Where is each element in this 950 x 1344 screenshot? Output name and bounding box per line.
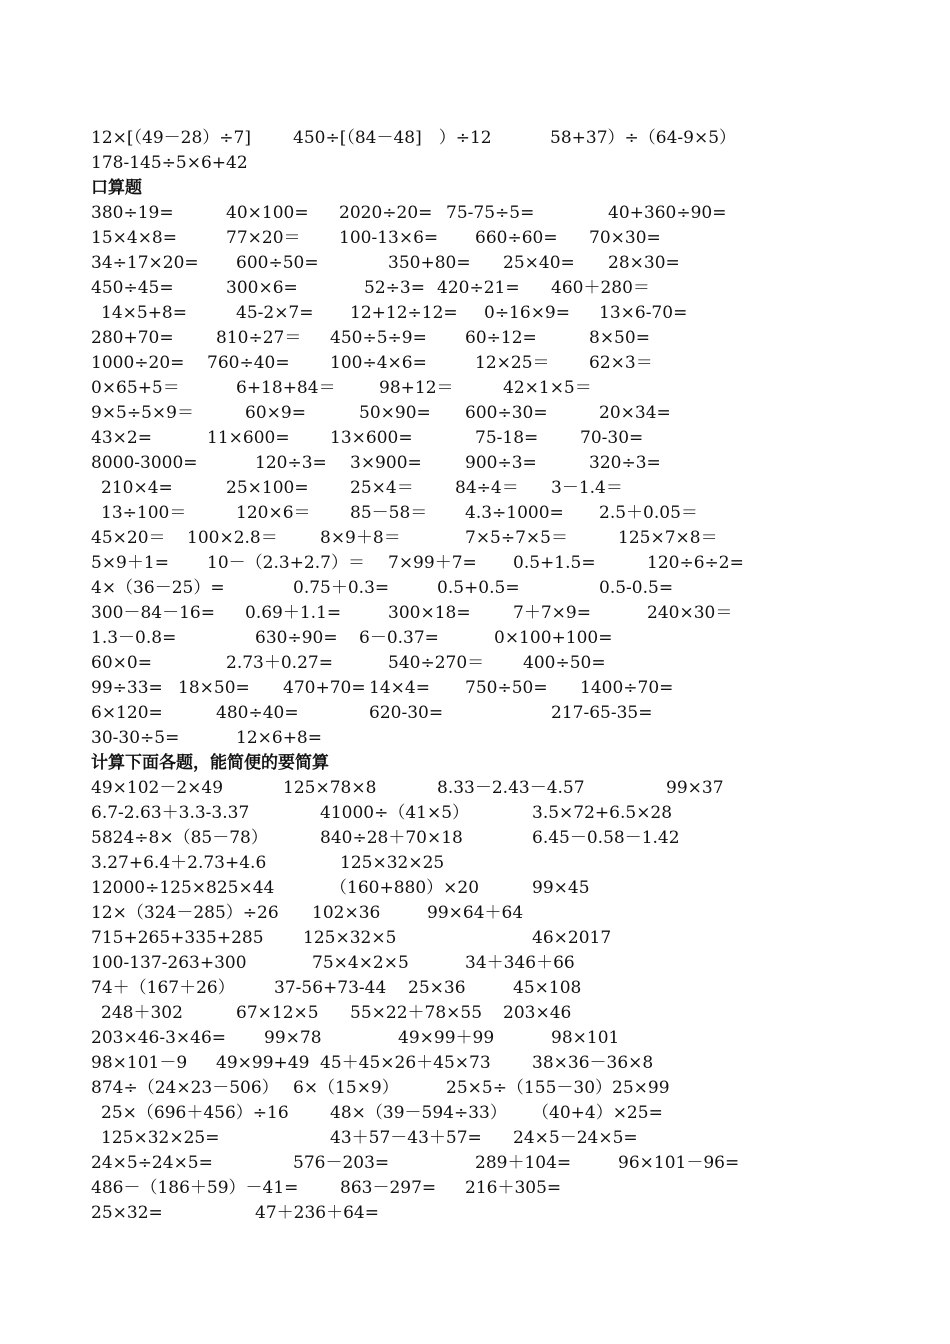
problem: 12+12÷12= bbox=[350, 303, 458, 323]
problem: 120÷3= bbox=[255, 453, 327, 473]
problem: 3－1.4＝ bbox=[551, 478, 623, 498]
problem: 203×46 bbox=[503, 1003, 572, 1023]
calc-row bbox=[0, 1201, 950, 1226]
problem: 300×18= bbox=[388, 603, 471, 623]
oral-row bbox=[0, 226, 950, 251]
problem: 12×6+8= bbox=[236, 728, 322, 748]
problem: 98+12＝ bbox=[379, 378, 454, 398]
problem: 60÷12= bbox=[465, 328, 537, 348]
problem: 100×2.8＝ bbox=[187, 528, 278, 548]
problem: 62×3＝ bbox=[589, 353, 653, 373]
problem: 10－（2.3+2.7）＝ bbox=[207, 553, 365, 573]
problem: 600÷30= bbox=[465, 403, 548, 423]
problem: 1.3－0.8= bbox=[91, 628, 177, 648]
problem: 9×5÷5×9＝ bbox=[91, 403, 194, 423]
calc-row bbox=[0, 1051, 950, 1076]
problem: 450÷5÷9= bbox=[330, 328, 427, 348]
problem: 7×5÷7×5＝ bbox=[465, 528, 568, 548]
problem: 49×102－2×49 bbox=[91, 778, 224, 798]
problem: 2020÷20= bbox=[339, 203, 433, 223]
problem: 45×108 bbox=[513, 978, 582, 998]
calc-row bbox=[0, 1151, 950, 1176]
problem: 14×5+8= bbox=[101, 303, 187, 323]
problem: 0×65+5＝ bbox=[91, 378, 180, 398]
oral-row bbox=[0, 651, 950, 676]
problem: 7×99＋7= bbox=[388, 553, 477, 573]
oral-row bbox=[0, 576, 950, 601]
problem: 125×78×8 bbox=[283, 778, 377, 798]
problem: 75-75÷5= bbox=[446, 203, 535, 223]
problem: 99×78 bbox=[264, 1028, 322, 1048]
problem: 6×120= bbox=[91, 703, 163, 723]
problem: 486－（186＋59）－41= bbox=[91, 1178, 299, 1198]
problem: 75×4×2×5 bbox=[312, 953, 409, 973]
problem: 760÷40= bbox=[207, 353, 290, 373]
problem: 41000÷（41×5） bbox=[320, 803, 470, 823]
problem: 1400÷70= bbox=[580, 678, 674, 698]
problem: 248＋302 bbox=[101, 1003, 183, 1023]
problem: 863－297= bbox=[340, 1178, 437, 1198]
calc-row bbox=[0, 776, 950, 801]
calc-row bbox=[0, 901, 950, 926]
problem: 210×4= bbox=[101, 478, 173, 498]
problem: 99×64＋64 bbox=[427, 903, 524, 923]
oral-row bbox=[0, 451, 950, 476]
problem: 0.5+0.5= bbox=[437, 578, 520, 598]
problem: 100÷4×6= bbox=[330, 353, 427, 373]
problem: 25×4＝ bbox=[350, 478, 414, 498]
problem: 25×100= bbox=[226, 478, 309, 498]
problem: 840÷28＋70×18 bbox=[320, 828, 463, 848]
oral-row bbox=[0, 251, 950, 276]
problem: 100-137-263+300 bbox=[91, 953, 247, 973]
problem: 8×9＋8＝ bbox=[320, 528, 401, 548]
oral-row bbox=[0, 276, 950, 301]
calc-row bbox=[0, 876, 950, 901]
problem: 12×25＝ bbox=[475, 353, 550, 373]
problem: （40+4）×25= bbox=[532, 1103, 663, 1123]
problem: 6.45－0.58－1.42 bbox=[532, 828, 680, 848]
problem: 45＋45×26＋45×73 bbox=[320, 1053, 491, 1073]
problem: 810÷27＝ bbox=[216, 328, 302, 348]
problem: 120÷6÷2= bbox=[647, 553, 744, 573]
problem: 320÷3= bbox=[589, 453, 661, 473]
problem: 45-2×7= bbox=[236, 303, 314, 323]
problem: 8000-3000= bbox=[91, 453, 198, 473]
problem: 900÷3= bbox=[465, 453, 537, 473]
problem: 0.5+1.5= bbox=[513, 553, 596, 573]
oral-row bbox=[0, 351, 950, 376]
problem: 715+265+335+285 bbox=[91, 928, 264, 948]
problem: 2.5＋0.05＝ bbox=[599, 503, 698, 523]
problem: 38×36－36×8 bbox=[532, 1053, 654, 1073]
problem: 13×6-70= bbox=[599, 303, 688, 323]
section-title-simplify: 计算下面各题，能简便的要简算 bbox=[91, 753, 329, 773]
problem: 630÷90= bbox=[255, 628, 338, 648]
problem: 350+80= bbox=[388, 253, 471, 273]
problem: 6－0.37= bbox=[359, 628, 439, 648]
problem: 48×（39－594÷33） bbox=[330, 1103, 507, 1123]
problem: 40×100= bbox=[226, 203, 309, 223]
problem: 660÷60= bbox=[475, 228, 558, 248]
problem: 77×20＝ bbox=[226, 228, 301, 248]
problem: 125×32×25= bbox=[101, 1128, 220, 1148]
problem: 240×30＝ bbox=[647, 603, 733, 623]
problem: 2.73＋0.27= bbox=[226, 653, 333, 673]
oral-row bbox=[0, 701, 950, 726]
problem: 14×4= bbox=[369, 678, 430, 698]
problem: 4×（36－25）= bbox=[91, 578, 225, 598]
problem: 12000÷125×825×44 bbox=[91, 878, 275, 898]
calc-row bbox=[0, 826, 950, 851]
problem: 15×4×8= bbox=[91, 228, 177, 248]
oral-row bbox=[0, 476, 950, 501]
calc-row bbox=[0, 1001, 950, 1026]
problem: 576－203= bbox=[293, 1153, 390, 1173]
problem: 0.75＋0.3= bbox=[293, 578, 390, 598]
oral-row bbox=[0, 551, 950, 576]
oral-row bbox=[0, 326, 950, 351]
problem: 750÷50= bbox=[465, 678, 548, 698]
problem: 100-13×6= bbox=[339, 228, 439, 248]
problem: 52÷3= bbox=[364, 278, 425, 298]
problem: 49×99+49 bbox=[216, 1053, 310, 1073]
oral-row bbox=[0, 501, 950, 526]
problem: 8.33－2.43－4.57 bbox=[437, 778, 585, 798]
problem: 28×30= bbox=[608, 253, 680, 273]
oral-row bbox=[0, 201, 950, 226]
problem: 34÷17×20= bbox=[91, 253, 199, 273]
problem: 98×101 bbox=[551, 1028, 620, 1048]
calc-row bbox=[0, 1176, 950, 1201]
problem: 4.3÷1000= bbox=[465, 503, 564, 523]
problem: 46×2017 bbox=[532, 928, 612, 948]
problem: 1000÷20= bbox=[91, 353, 185, 373]
problem: 99×37 bbox=[666, 778, 724, 798]
calc-row bbox=[0, 1026, 950, 1051]
problem: 67×12×5 bbox=[236, 1003, 319, 1023]
problem: 99×45 bbox=[532, 878, 590, 898]
calc-row bbox=[0, 976, 950, 1001]
problem: 45×20＝ bbox=[91, 528, 166, 548]
problem: 6×（15×9） bbox=[293, 1078, 399, 1098]
problem: 8×50= bbox=[589, 328, 650, 348]
problem: 40+360÷90= bbox=[608, 203, 727, 223]
problem: 203×46-3×46= bbox=[91, 1028, 227, 1048]
problem: 380÷19= bbox=[91, 203, 174, 223]
calc-row bbox=[0, 801, 950, 826]
problem: 96×101－96= bbox=[618, 1153, 740, 1173]
calc-row bbox=[0, 1076, 950, 1101]
problem: 43×2= bbox=[91, 428, 152, 448]
problem: 37-56+73-44 bbox=[274, 978, 387, 998]
problem: 25×36 bbox=[408, 978, 466, 998]
problem: 25×32= bbox=[91, 1203, 163, 1223]
problem: 300－84－16= bbox=[91, 603, 215, 623]
problem: 60×9= bbox=[245, 403, 306, 423]
problem: （160+880）×20 bbox=[330, 878, 480, 898]
problem: 280+70= bbox=[91, 328, 174, 348]
problem: 470+70= bbox=[283, 678, 366, 698]
problem: 600÷50= bbox=[236, 253, 319, 273]
problem: 460＋280＝ bbox=[551, 278, 650, 298]
problem: 74＋（167＋26） bbox=[91, 978, 235, 998]
problem: 125×32×25 bbox=[340, 853, 445, 873]
problem: 60×0= bbox=[91, 653, 152, 673]
problem: 5×9＋1= bbox=[91, 553, 169, 573]
problem: 289＋104= bbox=[475, 1153, 572, 1173]
expression: 450÷[（84－48] ）÷12 bbox=[293, 128, 492, 148]
oral-row bbox=[0, 601, 950, 626]
problem: 6.7-2.63＋3.3-3.37 bbox=[91, 803, 250, 823]
problem: 3.5×72+6.5×28 bbox=[532, 803, 673, 823]
oral-row bbox=[0, 401, 950, 426]
intro-line-1 bbox=[0, 126, 950, 151]
problem: 18×50= bbox=[178, 678, 250, 698]
problem: 6+18+84＝ bbox=[236, 378, 336, 398]
problem: 5824÷8×（85－78） bbox=[91, 828, 268, 848]
intro-line-2 bbox=[0, 151, 950, 176]
problem: 43＋57－43＋57= bbox=[330, 1128, 482, 1148]
expression: 12×[（49－28）÷7] bbox=[91, 128, 251, 148]
oral-row bbox=[0, 426, 950, 451]
problem: 75-18= bbox=[475, 428, 539, 448]
problem: 13×600= bbox=[330, 428, 413, 448]
problem: 450÷45= bbox=[91, 278, 174, 298]
calc-row bbox=[0, 1126, 950, 1151]
problem: 0÷16×9= bbox=[484, 303, 570, 323]
problem: 300×6= bbox=[226, 278, 298, 298]
section-title-oral: 口算题 bbox=[91, 178, 142, 198]
problem: 3.27+6.4＋2.73+4.6 bbox=[91, 853, 267, 873]
problem: 102×36 bbox=[312, 903, 381, 923]
problem: 98×101－9 bbox=[91, 1053, 188, 1073]
problem: 7＋7×9= bbox=[513, 603, 591, 623]
problem: 70×30= bbox=[589, 228, 661, 248]
problem: 0.69＋1.1= bbox=[245, 603, 342, 623]
problem: 0×100+100= bbox=[494, 628, 613, 648]
problem: 120×6＝ bbox=[236, 503, 311, 523]
problem: 30-30÷5= bbox=[91, 728, 180, 748]
problem: 620-30= bbox=[369, 703, 444, 723]
problem: 874÷（24×23－506） bbox=[91, 1078, 279, 1098]
problem: 85－58＝ bbox=[350, 503, 428, 523]
problem: 50×90= bbox=[359, 403, 431, 423]
oral-row bbox=[0, 726, 950, 751]
problem: 49×99＋99 bbox=[398, 1028, 495, 1048]
calc-row bbox=[0, 951, 950, 976]
problem: 420÷21= bbox=[437, 278, 520, 298]
problem: 217-65-35= bbox=[551, 703, 653, 723]
problem: 11×600= bbox=[207, 428, 290, 448]
problem: 0.5-0.5= bbox=[599, 578, 674, 598]
problem: 125×32×5 bbox=[303, 928, 397, 948]
problem: 12×（324－285）÷26 bbox=[91, 903, 279, 923]
problem: 99÷33= bbox=[91, 678, 163, 698]
problem: 13÷100＝ bbox=[101, 503, 187, 523]
problem: 25×40= bbox=[503, 253, 575, 273]
oral-row bbox=[0, 676, 950, 701]
expression: 178-145÷5×6+42 bbox=[91, 153, 248, 173]
problem: 480÷40= bbox=[216, 703, 299, 723]
calc-row bbox=[0, 926, 950, 951]
problem: 20×34= bbox=[599, 403, 671, 423]
calc-row bbox=[0, 851, 950, 876]
problem: 70-30= bbox=[580, 428, 644, 448]
problem: 34＋346＋66 bbox=[465, 953, 575, 973]
oral-row bbox=[0, 301, 950, 326]
expression: 58+37）÷（64-9×5） bbox=[550, 128, 737, 148]
oral-row bbox=[0, 526, 950, 551]
problem: 24×5÷24×5= bbox=[91, 1153, 213, 1173]
oral-row bbox=[0, 626, 950, 651]
problem: 125×7×8＝ bbox=[618, 528, 718, 548]
oral-row bbox=[0, 376, 950, 401]
problem: 24×5－24×5= bbox=[513, 1128, 638, 1148]
problem: 400÷50= bbox=[523, 653, 606, 673]
problem: 25×（696＋456）÷16 bbox=[101, 1103, 289, 1123]
problem: 42×1×5＝ bbox=[503, 378, 592, 398]
problem: 216＋305= bbox=[465, 1178, 562, 1198]
problem: 25×5÷（155－30）25×99 bbox=[446, 1078, 670, 1098]
problem: 540÷270＝ bbox=[388, 653, 485, 673]
calc-row bbox=[0, 1101, 950, 1126]
problem: 3×900= bbox=[350, 453, 422, 473]
problem: 47＋236＋64= bbox=[255, 1203, 379, 1223]
problem: 84÷4＝ bbox=[455, 478, 519, 498]
problem: 55×22＋78×55 bbox=[350, 1003, 483, 1023]
